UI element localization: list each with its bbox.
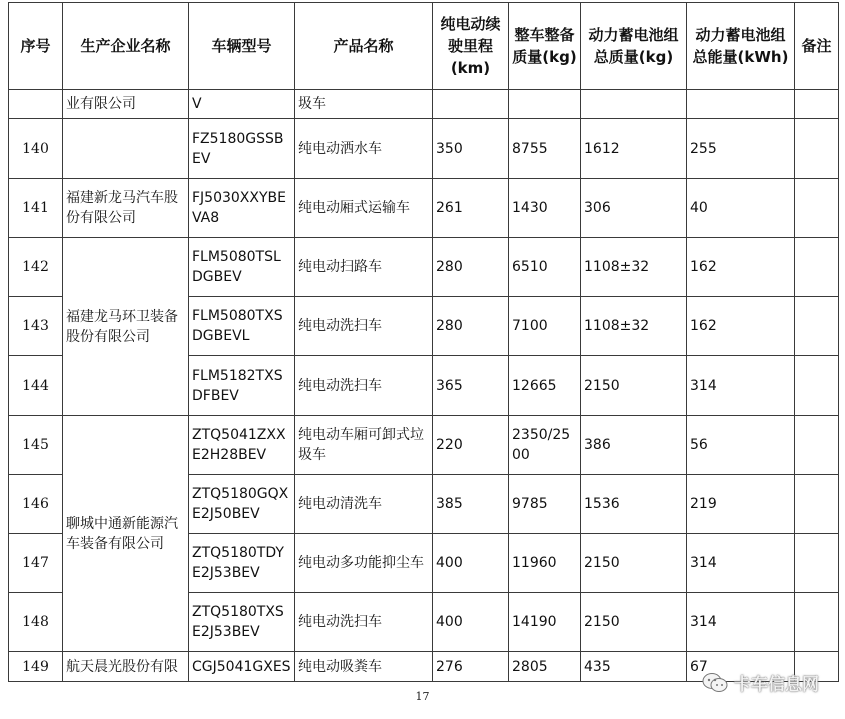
- cell-remark: [795, 475, 839, 534]
- cell-seq: 143: [9, 297, 63, 356]
- cell-product: 纯电动洗扫车: [295, 297, 433, 356]
- cell-battery-energy: [687, 90, 795, 119]
- cell-mass: 6510: [509, 238, 581, 297]
- cell-seq: 144: [9, 356, 63, 416]
- cell-battery-energy: 162: [687, 238, 795, 297]
- cell-mass: 1430: [509, 179, 581, 238]
- cell-model: ZTQ5180TDYE2J53BEV: [189, 534, 295, 593]
- cell-battery-energy: 314: [687, 593, 795, 652]
- col-header-remark: 备注: [795, 3, 839, 90]
- cell-model: FLM5080TSLDGBEV: [189, 238, 295, 297]
- cell-battery-mass: 2150: [581, 356, 687, 416]
- cell-seq: 148: [9, 593, 63, 652]
- table-row: [9, 179, 839, 238]
- cell-product: 纯电动洗扫车: [295, 593, 433, 652]
- cell-battery-mass: 1108±32: [581, 297, 687, 356]
- cell-remark: [795, 593, 839, 652]
- cell-battery-mass: 2150: [581, 534, 687, 593]
- cell-battery-energy: 314: [687, 356, 795, 416]
- cell-seq: 149: [9, 652, 63, 682]
- cell-range: 280: [433, 238, 509, 297]
- cell-remark: [795, 90, 839, 119]
- cell-battery-mass: 1612: [581, 119, 687, 179]
- cell-battery-energy: 56: [687, 416, 795, 475]
- cell-company: 福建新龙马汽车股份有限公司: [63, 179, 189, 238]
- cell-mass: [509, 90, 581, 119]
- cell-product: 纯电动扫路车: [295, 238, 433, 297]
- cell-remark: [795, 119, 839, 179]
- cell-model: ZTQ5041ZXXE2H28BEV: [189, 416, 295, 475]
- cell-product: 纯电动吸粪车: [295, 652, 433, 682]
- cell-seq: 147: [9, 534, 63, 593]
- cell-battery-energy: 67: [687, 652, 795, 682]
- watermark-text: 卡车信息网: [734, 675, 819, 695]
- cell-mass: 14190: [509, 593, 581, 652]
- cell-seq: [9, 90, 63, 119]
- table-row: [9, 238, 839, 297]
- cell-model: ZTQ5180GQXE2J50BEV: [189, 475, 295, 534]
- cell-battery-energy: 219: [687, 475, 795, 534]
- cell-company: 聊城中通新能源汽车装备有限公司: [63, 416, 189, 652]
- cell-remark: [795, 238, 839, 297]
- cell-seq: 141: [9, 179, 63, 238]
- col-header-seq: 序号: [9, 3, 63, 90]
- page-number: 17: [415, 690, 430, 703]
- cell-product: 纯电动车厢可卸式垃圾车: [295, 416, 433, 475]
- cell-remark: [795, 356, 839, 416]
- cell-range: 400: [433, 534, 509, 593]
- cell-range: 220: [433, 416, 509, 475]
- cell-battery-mass: 2150: [581, 593, 687, 652]
- cell-model: FZ5180GSSBEV: [189, 119, 295, 179]
- cell-battery-mass: 435: [581, 652, 687, 682]
- cell-seq: 142: [9, 238, 63, 297]
- cell-seq: 145: [9, 416, 63, 475]
- cell-mass: 8755: [509, 119, 581, 179]
- cell-battery-mass: 386: [581, 416, 687, 475]
- cell-company: [63, 119, 189, 179]
- cell-product: 纯电动洒水车: [295, 119, 433, 179]
- cell-battery-energy: 40: [687, 179, 795, 238]
- cell-range: 276: [433, 652, 509, 682]
- cell-mass: 2350/2500: [509, 416, 581, 475]
- cell-battery-energy: 314: [687, 534, 795, 593]
- cell-seq: 140: [9, 119, 63, 179]
- cell-remark: [795, 179, 839, 238]
- cell-product: 纯电动清洗车: [295, 475, 433, 534]
- col-header-mass: 整车整备质量(kg): [509, 3, 581, 90]
- cell-range: [433, 90, 509, 119]
- col-header-range: 纯电动续驶里程(km): [433, 3, 509, 90]
- header-row: [9, 3, 839, 90]
- cell-range: 280: [433, 297, 509, 356]
- table-row: [9, 416, 839, 475]
- cell-range: 365: [433, 356, 509, 416]
- cell-mass: 9785: [509, 475, 581, 534]
- cell-product: 纯电动多功能抑尘车: [295, 534, 433, 593]
- cell-range: 400: [433, 593, 509, 652]
- cell-model: FLM5080TXSDGBEVL: [189, 297, 295, 356]
- cell-battery-mass: 1536: [581, 475, 687, 534]
- watermark: [702, 670, 819, 695]
- cell-product: 纯电动洗扫车: [295, 356, 433, 416]
- cell-remark: [795, 416, 839, 475]
- cell-company: 航天晨光股份有限: [63, 652, 189, 682]
- cell-model: ZTQ5180TXSE2J53BEV: [189, 593, 295, 652]
- cell-range: 261: [433, 179, 509, 238]
- cell-mass: 12665: [509, 356, 581, 416]
- cell-model: V: [189, 90, 295, 119]
- table-row: [9, 90, 839, 119]
- cell-battery-mass: 306: [581, 179, 687, 238]
- cell-battery-mass: 1108±32: [581, 238, 687, 297]
- col-header-company: 生产企业名称: [63, 3, 189, 90]
- col-header-battery-mass: 动力蓄电池组总质量(kg): [581, 3, 687, 90]
- cell-model: CGJ5041GXES: [189, 652, 295, 682]
- col-header-product: 产品名称: [295, 3, 433, 90]
- cell-mass: 7100: [509, 297, 581, 356]
- cell-product: 圾车: [295, 90, 433, 119]
- cell-battery-energy: 255: [687, 119, 795, 179]
- cell-model: FJ5030XXYBEVA8: [189, 179, 295, 238]
- cell-mass: 2805: [509, 652, 581, 682]
- cell-remark: [795, 534, 839, 593]
- cell-range: 350: [433, 119, 509, 179]
- cell-company: 福建龙马环卫装备股份有限公司: [63, 238, 189, 416]
- cell-model: FLM5182TXSDFBEV: [189, 356, 295, 416]
- cell-battery-energy: 162: [687, 297, 795, 356]
- col-header-model: 车辆型号: [189, 3, 295, 90]
- cell-company: 业有限公司: [63, 90, 189, 119]
- cell-seq: 146: [9, 475, 63, 534]
- table-row: [9, 119, 839, 179]
- wechat-logo-icon: [702, 672, 728, 694]
- cell-mass: 11960: [509, 534, 581, 593]
- vehicle-catalog-table: [8, 2, 839, 682]
- cell-range: 385: [433, 475, 509, 534]
- cell-product: 纯电动厢式运输车: [295, 179, 433, 238]
- col-header-battery-energy: 动力蓄电池组总能量(kWh): [687, 3, 795, 90]
- cell-battery-mass: [581, 90, 687, 119]
- cell-remark: [795, 297, 839, 356]
